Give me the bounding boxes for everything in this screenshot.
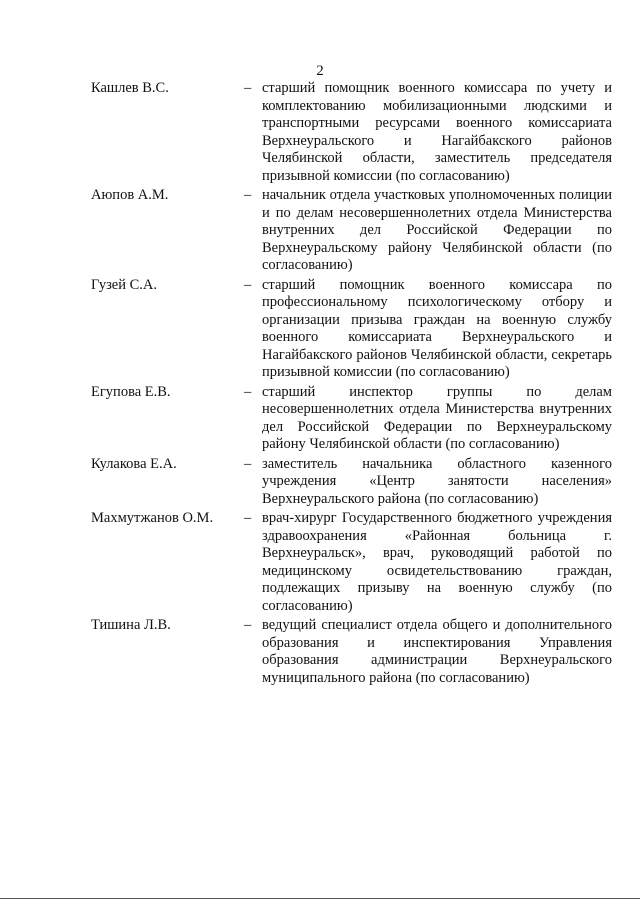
member-entry-0	[0, 80, 640, 185]
commission-member-list	[0, 80, 640, 689]
member-dash: –	[244, 383, 252, 400]
member-dash: –	[244, 455, 252, 472]
member-position: старший инспектор группы по делам несовершеннолетних отдела Министерства внутренних дел Российской Федерации по Верхнеуральскому району Челябинской области (по согласованию)	[262, 383, 612, 452]
member-entry-6	[0, 617, 640, 687]
member-name: Тишина Л.В.	[91, 617, 171, 633]
member-name: Гузей С.А.	[91, 276, 158, 293]
member-dash: –	[244, 510, 252, 526]
member-position: ведущий специалист отдела общего и дополнительного образования и инспектирования Управления образования администрации Верхнеуральского муниципального района (по согласованию)	[262, 617, 612, 686]
member-dash: –	[244, 617, 252, 633]
member-name: Егупова Е.В.	[91, 383, 171, 400]
member-entry-1	[0, 187, 640, 275]
member-position: старший помощник военного комиссара по профессиональному психологическому отбору и организации призыва граждан на военную службу военного комиссариата Верхнеуральского и Нагайбакского районов Челябинской области, секретарь призывной комиссии (по согласованию)	[262, 276, 612, 380]
member-entry-3	[0, 384, 640, 454]
member-name: Аюпов А.М.	[91, 187, 169, 203]
member-dash: –	[244, 187, 252, 203]
member-name: Кулакова Е.А.	[91, 455, 177, 472]
member-position: заместитель начальника областного казенного учреждения «Центр занятости населения» Верхнеуральского района (по согласованию)	[262, 455, 612, 507]
member-name: Махмутжанов О.М.	[91, 510, 214, 526]
page-number: 2	[316, 63, 324, 79]
member-entry-4	[0, 456, 640, 509]
member-entry-5	[0, 510, 640, 615]
page-bottom-rule	[0, 898, 640, 899]
member-position: старший помощник военного комиссара по учету и комплектованию мобилизационными людскими и транспортными ресурсами военного комиссариата Верхнеуральского и Нагайбакского районов Челябинской области, заместитель председателя призывной комиссии (по согласованию)	[262, 80, 612, 184]
member-position: врач-хирург Государственного бюджетного учреждения здравоохранения «Районная больница г. Верхнеуральск», врач, руководящий работой по медицинскому освидетельствованию граждан, подлежащих призыву на военную службу (по согласованию)	[262, 510, 612, 614]
member-entry-2	[0, 277, 640, 382]
member-dash: –	[244, 80, 252, 96]
member-name: Кашлев В.С.	[91, 80, 169, 96]
member-dash: –	[244, 276, 252, 293]
member-position: начальник отдела участковых уполномоченных полиции и по делам несовершеннолетних отдела Министерства внутренних дел Российской Федерации по Верхнеуральскому району Челябинской области (по согласованию)	[262, 187, 612, 273]
